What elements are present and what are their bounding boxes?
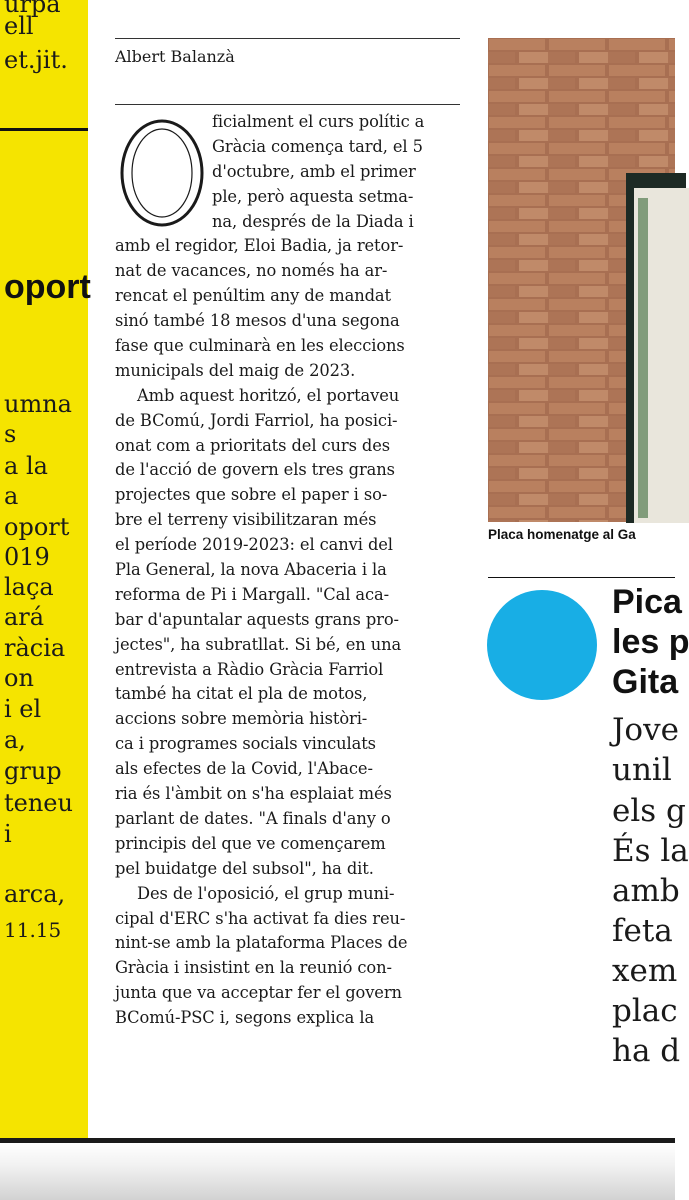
article-line: projectes que sobre el paper i so- [115, 485, 388, 505]
left-column-text: a la [4, 452, 48, 480]
left-column-divider [0, 128, 88, 131]
right-body-line: amb [612, 873, 680, 909]
article-line: pel buidatge del subsol", ha dit. [115, 858, 374, 878]
article-line: junta que va acceptar fer el govern [115, 983, 402, 1003]
article-line: accions sobre memòria històri- [115, 709, 368, 729]
article-line: als efectes de la Covid, l'Abace- [115, 759, 373, 779]
article-line: principis del que ve començarem [115, 833, 386, 853]
right-body-line: els g [612, 793, 686, 829]
article-line: Amb aquest horitzó, el portaveu [137, 385, 400, 405]
article-line: na, després de la Diada i [212, 211, 414, 231]
article-line: onat com a prioritats del curs des [115, 435, 391, 455]
right-body-line: unil [612, 752, 672, 788]
right-body-line: ha d [612, 1033, 681, 1069]
right-body-line: feta [612, 913, 673, 949]
left-column-text: et.jit. [4, 46, 68, 74]
article-line: ple, però aquesta setma- [212, 186, 414, 206]
article-line: parlant de dates. "A finals d'any o [115, 808, 391, 828]
byline-bottom-rule [115, 104, 460, 105]
left-column-heading: oport [4, 268, 91, 306]
left-column-text: umna [4, 390, 72, 418]
article-line: jectes", ha subratllat. Si bé, en una [115, 634, 402, 654]
left-column-text: a [4, 482, 19, 510]
left-column-text: grup [4, 757, 62, 785]
left-column-text: i el [4, 695, 42, 723]
article-line: ria és l'àmbit on s'ha esplaiat més [115, 784, 392, 804]
article-line: cipal d'ERC s'ha activat fa dies reu- [115, 908, 406, 928]
article-line: també ha citat el pla de motos, [115, 684, 368, 704]
left-yellow-column [0, 0, 91, 1142]
article-line: Gràcia comença tard, el 5 [212, 136, 423, 156]
left-column-time: 11.15 [4, 918, 62, 942]
right-headline-line: Gita [612, 663, 679, 701]
left-column-text: laça [4, 573, 54, 601]
article-line: nat de vacances, no només ha ar- [115, 261, 388, 281]
section-bullet-dot [487, 590, 597, 700]
article-line: de l'acció de govern els tres grans [115, 460, 395, 480]
article-line: Gràcia i insistint en la reunió con- [115, 958, 392, 978]
byline: Albert Balanzà [115, 47, 235, 66]
article-line: Pla General, la nova Abaceria i la [115, 560, 387, 580]
plaque-photo [488, 38, 675, 522]
article-line: entrevista a Ràdio Gràcia Farriol [115, 659, 384, 679]
article-line: bre el terreny visibilitzaran més [115, 510, 377, 530]
right-body-line: Jove [612, 712, 679, 748]
article-line: reforma de Pi i Margall. "Cal aca- [115, 584, 390, 604]
photo-caption: Placa homenatge al Ga [488, 527, 636, 542]
article-line: d'octubre, amb el primer [212, 161, 416, 181]
right-body-line: xem [612, 953, 678, 989]
caption-rule [488, 577, 675, 578]
left-column-text: on [4, 664, 34, 692]
article-line: ca i programes socials vinculats [115, 734, 376, 754]
left-column-text: oport [4, 513, 70, 541]
left-column-text: urpa [4, 0, 61, 18]
right-headline-line: les p [612, 623, 689, 661]
left-column-text: a, [4, 726, 26, 754]
left-column-text: teneu [4, 789, 73, 817]
page-bottom-shadow [0, 1143, 675, 1200]
right-body-line: És la [612, 833, 689, 869]
left-column-text: ell [4, 12, 34, 40]
left-column-text: 019 [4, 543, 50, 571]
article-line: sinó també 18 mesos d'una segona [115, 311, 400, 331]
article-line: fase que culminarà en les eleccions [115, 336, 405, 356]
left-column-text: ará [4, 603, 45, 631]
article-line: BComú-PSC i, segons explica la [115, 1008, 375, 1028]
article-line: bar d'apuntalar aquests grans pro- [115, 609, 399, 629]
article-body [115, 110, 460, 1031]
article-line: Des de l'oposició, el grup muni- [137, 883, 395, 903]
article-line: amb el regidor, Eloi Badia, ja retor- [115, 236, 404, 256]
article-line: el període 2019-2023: el canvi del [115, 535, 393, 555]
article-line: rencat el penúltim any de mandat [115, 286, 391, 306]
right-headline-line: Pica [612, 583, 682, 621]
article-line: nint-se amb la plataforma Places de [115, 933, 408, 953]
left-column-text: ràcia [4, 634, 66, 662]
left-column-text: i [4, 820, 12, 848]
left-column-text: s [4, 420, 17, 448]
article-line: municipals del maig de 2023. [115, 360, 356, 380]
left-column-text: arca, [4, 880, 66, 908]
article-line: de BComú, Jordi Farriol, ha posici- [115, 410, 398, 430]
article-line: ficialment el curs polític a [212, 112, 425, 131]
right-body-line: plac [612, 993, 678, 1029]
byline-top-rule [115, 38, 460, 39]
